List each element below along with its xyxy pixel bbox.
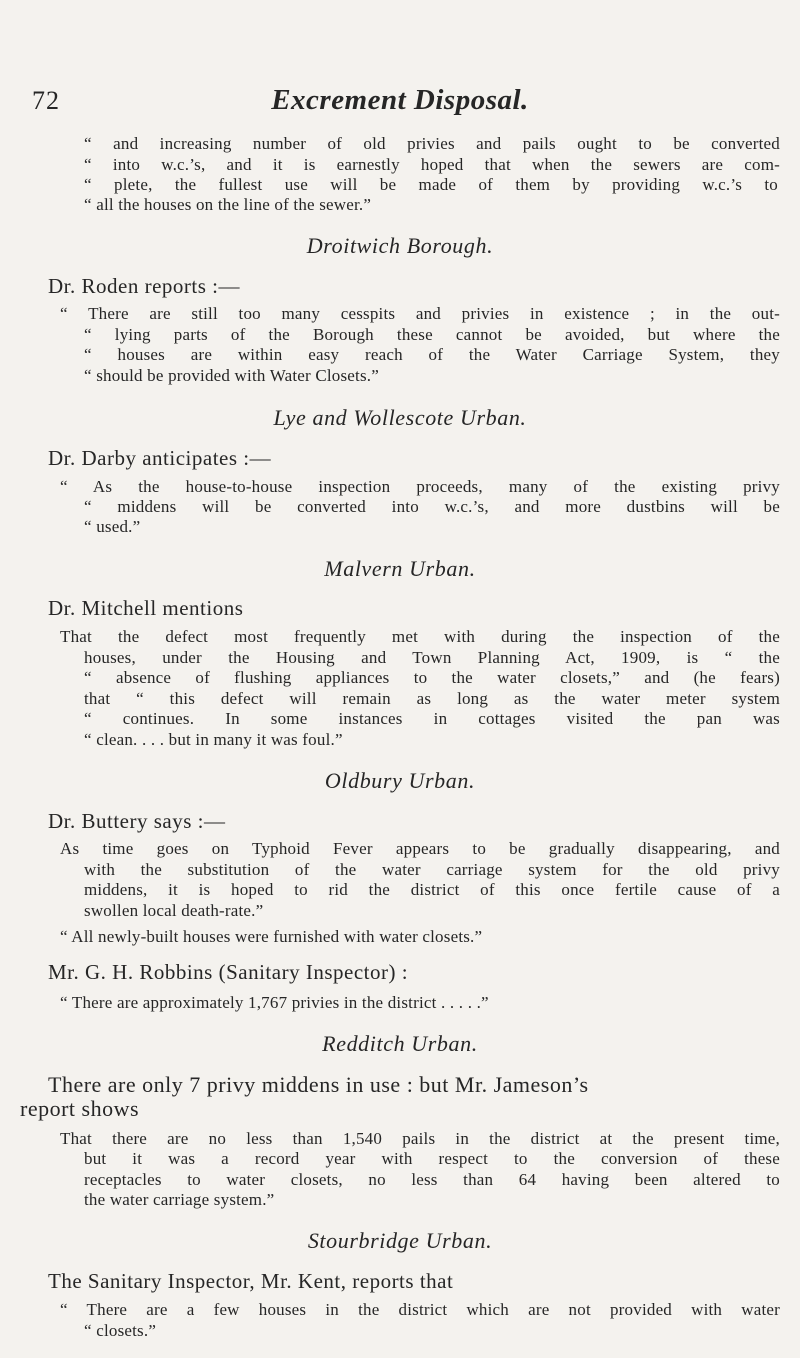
- quoted-text-line: “ used.”: [84, 517, 141, 536]
- section-heading: Redditch Urban.: [322, 1031, 478, 1056]
- quoted-text-line: “ There are still too many cesspits and privies in existence ; in the out-: [60, 304, 780, 323]
- report-intro: Dr. Roden reports :—: [48, 274, 240, 298]
- section-heading: Droitwich Borough.: [306, 233, 494, 258]
- quoted-text-line: “ clean. . . . but in many it was foul.”: [84, 730, 343, 749]
- quoted-text-line: “ As the house-to-house inspection proceeds, many of the existing privy: [60, 477, 780, 496]
- quoted-text-line: “ All newly-built houses were furnished with water closets.”: [60, 927, 483, 946]
- quoted-text-line: houses, under the Housing and Town Planning Act, 1909, is “ the: [84, 648, 780, 667]
- quoted-text-line: “ plete, the fullest use will be made of them by providing w.c.’s to: [84, 175, 778, 194]
- quoted-text-line: “ absence of flushing appliances to the water closets,” and (he fears): [84, 668, 780, 687]
- quoted-text-line: middens, it is hoped to rid the district of this once fertile cause of a: [84, 880, 780, 899]
- report-intro: Mr. G. H. Robbins (Sanitary Inspector) :: [48, 960, 409, 984]
- quoted-text-line: “ There are approximately 1,767 privies in the district . . . . .”: [60, 993, 489, 1012]
- quoted-text-line: “ all the houses on the line of the sewer.”: [84, 195, 372, 214]
- running-head: Excrement Disposal.: [271, 84, 529, 116]
- quoted-text-line: That there are no less than 1,540 pails in the district at the present time,: [60, 1129, 780, 1148]
- quoted-text-line: “ into w.c.’s, and it is earnestly hoped that when the sewers are com-: [84, 155, 780, 174]
- quoted-text-line: “ closets.”: [84, 1321, 157, 1340]
- page-number: 72: [32, 86, 60, 115]
- section-heading: Stourbridge Urban.: [307, 1228, 493, 1253]
- quoted-text-line: That the defect most frequently met with during the inspection of the: [60, 627, 780, 646]
- quoted-text-line: “ lying parts of the Borough these cannot be avoided, but where the: [84, 325, 780, 344]
- report-intro: Dr. Buttery says :—: [48, 809, 226, 833]
- quoted-text-line: “ There are a few houses in the district which are not provided with water: [60, 1300, 780, 1319]
- quoted-text-line: “ middens will be converted into w.c.’s, and more dustbins will be: [84, 497, 780, 516]
- quoted-text-line: but it was a record year with respect to the conversion of these: [84, 1149, 780, 1168]
- report-intro: report shows: [20, 1096, 140, 1121]
- quoted-text-line: “ houses are within easy reach of the Water Carriage System, they: [84, 345, 780, 364]
- quoted-text-line: “ continues. In some instances in cottages visited the pan was: [84, 709, 780, 728]
- report-intro: There are only 7 privy middens in use : but Mr. Jameson’s: [48, 1072, 589, 1097]
- quoted-text-line: receptacles to water closets, no less than 64 having been altered to: [84, 1170, 780, 1189]
- section-heading: Lye and Wollescote Urban.: [273, 405, 527, 430]
- report-intro: The Sanitary Inspector, Mr. Kent, reports that: [48, 1269, 454, 1293]
- quoted-text-line: “ should be provided with Water Closets.”: [84, 366, 379, 385]
- quoted-text-line: that “ this defect will remain as long as the water meter system: [84, 689, 780, 708]
- section-heading: Oldbury Urban.: [324, 768, 476, 793]
- quoted-text-line: As time goes on Typhoid Fever appears to be gradually disappearing, and: [60, 839, 780, 858]
- section-heading: Malvern Urban.: [324, 556, 476, 581]
- report-intro: Dr. Mitchell mentions: [48, 596, 244, 620]
- quoted-text-line: “ and increasing number of old privies and pails ought to be converted: [84, 134, 780, 153]
- quoted-text-line: with the substitution of the water carriage system for the old privy: [84, 860, 780, 879]
- report-intro: Dr. Darby anticipates :—: [48, 446, 272, 470]
- quoted-text-line: swollen local death-rate.”: [84, 901, 264, 920]
- quoted-text-line: the water carriage system.”: [84, 1190, 275, 1209]
